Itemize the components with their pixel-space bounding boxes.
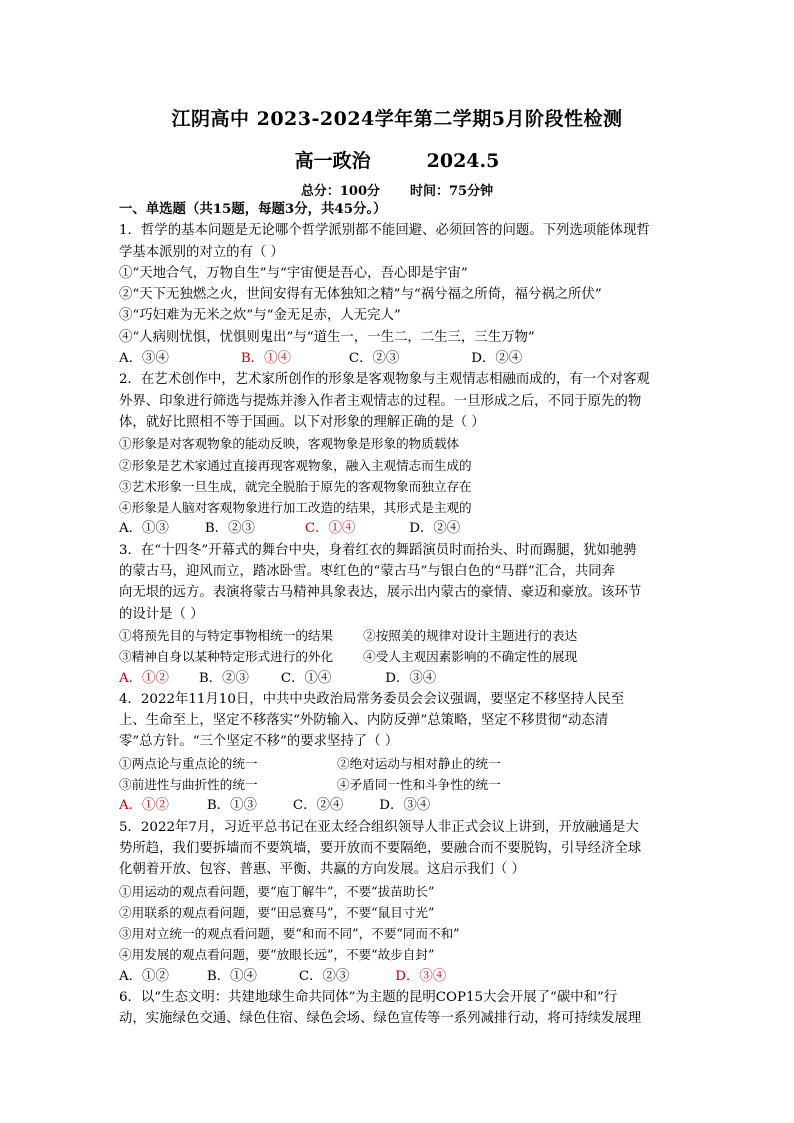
question-2-stem-line: 外界、印象进行筛选与提炼并渗入作者主观情志的过程。一旦形成之后，不同于原先的物 xyxy=(119,393,642,409)
question-2-item: ④形象是人脑对客观物象进行加工改造的结果，其形式是主观的 xyxy=(119,500,472,516)
question-3-item: ④受人主观因素影响的不确定性的展现 xyxy=(363,649,578,665)
question-4-item: ②绝对运动与相对静止的统一 xyxy=(337,755,501,771)
option-d: D．③④ xyxy=(385,670,437,686)
exam-info xyxy=(0,180,794,199)
question-4-stem-line: 上、生命至上，坚定不移落实“外防输入、内防反弹”总策略，坚定不移贯彻“动态清 xyxy=(119,713,609,729)
question-3-item: ①将预先目的与特定事物相统一的结果 xyxy=(119,627,334,643)
exam-title: 江阴高中 2023-2024学年第二学期5月阶段性检测 xyxy=(171,108,623,130)
question-1-item: ①“天地合气，万物自生”与“宇宙便是吾心，吾心即是宇宙” xyxy=(119,265,468,281)
section-heading: 一、单选题（共15题，每题3分，共45分。） xyxy=(119,201,387,217)
question-1-stem-line: 1．哲学的基本问题是无论哪个哲学派别都不能回避、必须回答的问题。下列选项能体现哲 xyxy=(119,223,650,239)
exam-content xyxy=(119,199,679,1030)
option-b-answer: B．①④ xyxy=(240,351,291,367)
question-2-stem-line: 体，就好比照相不等于国画。以下对形象的理解正确的是（ ） xyxy=(119,414,485,430)
question-3-stem-line: 向无垠的远方。表演将蒙古马精神具象表达，展示出内蒙古的豪情、豪迈和豪放。该环节 xyxy=(119,585,642,601)
question-5-stem-line: 化朝着开放、包容、普惠、平衡、共赢的方向发展。这启示我们（ ） xyxy=(119,862,525,878)
option-d-answer: D．③④ xyxy=(395,968,447,984)
question-4-stem-line: 4．2022年11月10日，中共中央政治局常务委员会会议强调，要坚定不移坚持人民至 xyxy=(119,691,625,707)
option-d: D．②④ xyxy=(409,521,461,537)
option-b: B．②③ xyxy=(198,670,249,686)
option-b: B．①④ xyxy=(206,968,257,984)
question-2-item: ③艺术形象一旦生成，就完全脱胎于原先的客观物象而独立存在 xyxy=(119,478,472,494)
option-b: B．②③ xyxy=(204,521,255,537)
question-2-item: ②形象是艺术家通过直接再现客观物象，融入主观情志而生成的 xyxy=(119,457,472,473)
question-3-options xyxy=(119,668,679,689)
question-3-item: ③精神自身以某种特定形式进行的外化 xyxy=(119,649,334,665)
option-d: D．③④ xyxy=(379,798,431,814)
question-4-item: ④矛盾同一性和斗争性的统一 xyxy=(337,777,501,793)
question-3-stem-line: 3．在“十四冬”开幕式的舞台中央，身着红衣的舞蹈演员时而抬头、时而踢腿，犹如驰骋 xyxy=(119,542,637,558)
question-4-item: ①两点论与重点论的统一 xyxy=(119,755,258,771)
option-c: C．②③ xyxy=(348,351,400,367)
question-3-items-row xyxy=(119,646,679,667)
option-a-answer: A．①② xyxy=(119,670,169,686)
question-4-item: ③前进性与曲折性的统一 xyxy=(119,777,258,793)
option-a-answer: A．①② xyxy=(119,798,169,814)
question-5-stem-line: 5．2022年7月，习近平总书记在亚太经合组织领导人非正式会议上讲到，开放融通是大 xyxy=(119,819,639,835)
option-b: B．①③ xyxy=(206,798,257,814)
question-6-stem-line: 6．以“生态文明：共建地球生命共同体”为主题的昆明COP15大会开展了“碳中和”行 xyxy=(119,989,618,1005)
option-c: C．②④ xyxy=(292,798,344,814)
question-4-options xyxy=(119,795,679,816)
exam-time: 时间：75分钟 xyxy=(410,184,494,199)
question-3-item: ②按照美的规律对设计主题进行的表达 xyxy=(363,627,578,643)
question-4-items-row xyxy=(119,774,679,795)
question-1-stem-line: 学基本派别的对立的有（ ） xyxy=(119,244,284,260)
option-a: A．③④ xyxy=(119,351,169,367)
question-6-stem-line: 动，实施绿色交通、绿色住宿、绿色会场、绿色宣传等一系列减排行动，将可持续发展理 xyxy=(119,1011,642,1027)
question-3-items-row xyxy=(119,625,679,646)
option-c-answer: C．①④ xyxy=(304,521,356,537)
question-2-options xyxy=(119,518,679,539)
question-5-options xyxy=(119,966,679,987)
question-5-item: ③用对立统一的观点看问题，要“和而不同”，不要“同而不和” xyxy=(119,926,460,942)
exam-date: 2024.5 xyxy=(426,150,500,172)
question-5-item: ②用联系的观点看问题，要“田忌赛马”，不要“鼠目寸光” xyxy=(119,904,435,920)
question-3-stem-line: 的设计是（ ） xyxy=(119,606,204,622)
total-score: 总分：100分 xyxy=(300,184,381,199)
question-4-items-row xyxy=(119,753,679,774)
option-c: C．②③ xyxy=(298,968,350,984)
question-1-item: ②“天下无独燃之火，世间安得有无体独知之精”与“祸兮福之所倚，福兮祸之所伏” xyxy=(119,287,602,303)
question-3-stem-line: 的蒙古马，迎风而立，踏冰卧雪。枣红色的“蒙古马”与银白色的“马群”汇合，共同奔 xyxy=(119,564,616,580)
question-1-item: ④“人病则忧惧，忧惧则鬼出”与“道生一，一生二，二生三，三生万物” xyxy=(119,329,535,345)
question-2-stem-line: 2．在艺术创作中，艺术家所创作的形象是客观物象与主观情志相融而成的，有一个对客观 xyxy=(119,372,650,388)
question-1-options xyxy=(119,348,679,369)
option-a: A．①③ xyxy=(119,521,169,537)
question-5-stem-line: 势所趋，我们要拆墙而不要筑墙，要开放而不要隔绝，要融合而不要脱钩，引导经济全球 xyxy=(119,840,642,856)
question-1-item: ③“巧妇难为无米之炊”与“金无足赤，人无完人” xyxy=(119,308,401,324)
option-c: C．①④ xyxy=(280,670,332,686)
exam-subtitle xyxy=(0,146,794,173)
subject-label: 高一政治 xyxy=(294,150,371,172)
option-a: A．①② xyxy=(119,968,169,984)
option-d: D．②④ xyxy=(471,351,523,367)
question-2-item: ①形象是对客观物象的能动反映，客观物象是形象的物质载体 xyxy=(119,436,460,452)
question-5-item: ①用运动的观点看问题，要“庖丁解牛”，不要“拔苗助长” xyxy=(119,883,435,899)
question-4-stem-line: 零”总方针。“三个坚定不移”的要求坚持了（ ） xyxy=(119,734,399,750)
question-5-item: ④用发展的观点看问题，要“放眼长远”，不要“故步自封” xyxy=(119,947,435,963)
